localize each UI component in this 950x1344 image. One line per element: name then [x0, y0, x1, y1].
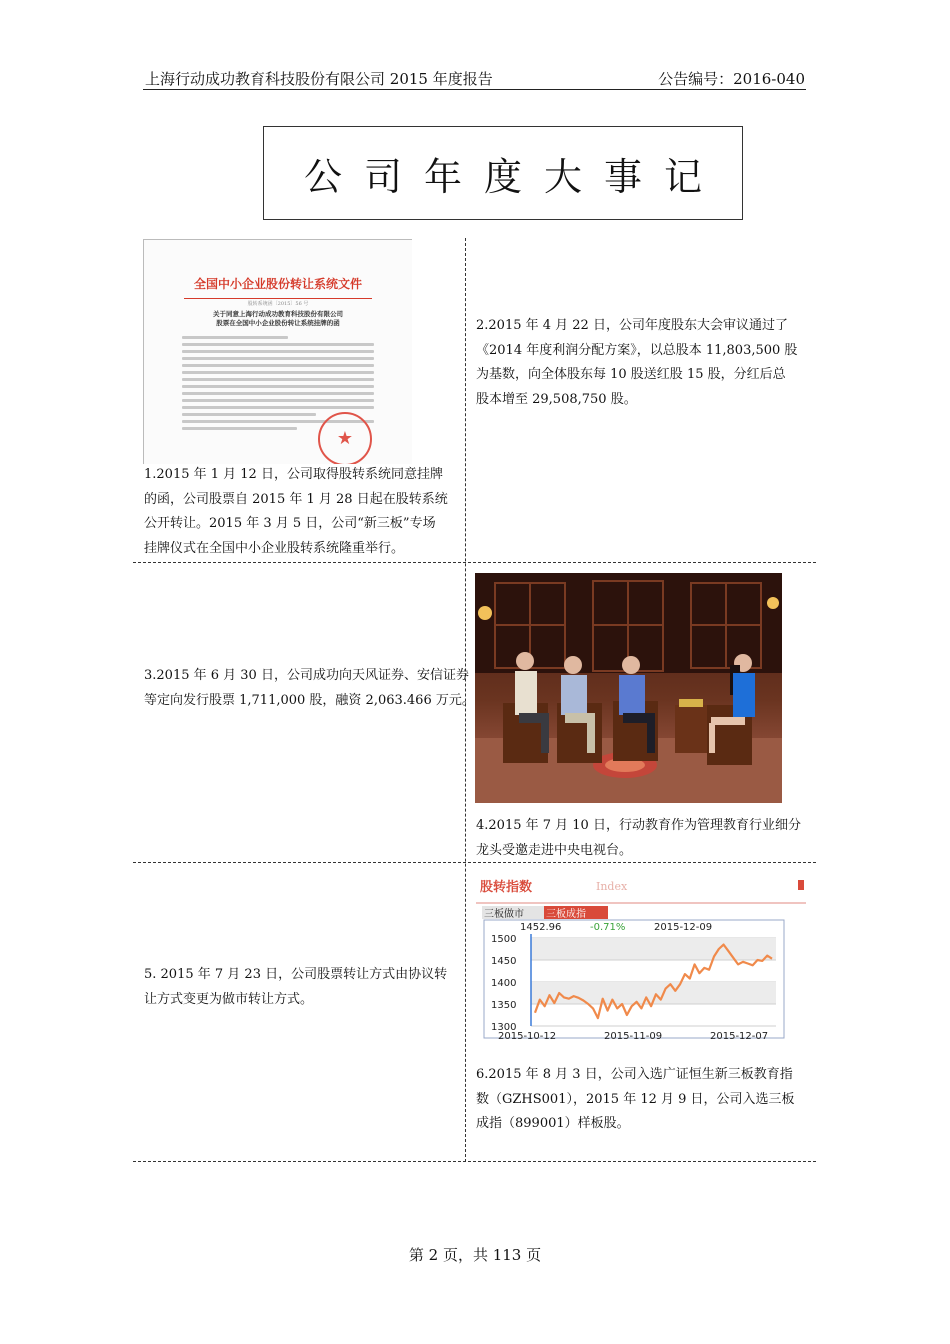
chart-title: 股转指数 — [480, 880, 533, 895]
page-title-box — [263, 126, 743, 220]
event-6-text — [476, 1063, 795, 1137]
notice-red-rule — [184, 298, 372, 299]
event-1-text — [144, 463, 448, 561]
notice-subtitle — [164, 310, 392, 328]
stock-index-chart — [476, 876, 806, 1046]
report-header-title: 上海行动成功教育科技股份有限公司 2015 年度报告 — [145, 70, 493, 88]
chart-y-tick-label: 1350 — [491, 1000, 517, 1011]
notice-number: 股转系统函〔2015〕56 号 — [247, 301, 309, 307]
event-line: 2.2015 年 4 月 22 日，公司年度股东大会审议通过了 — [476, 318, 788, 333]
event-line: 等定向发行股票 1,711,000 股，融资 2,063.466 万元。 — [144, 692, 475, 708]
event-line: 5. 2015 年 7 月 23 日，公司股票转让方式由协议转 — [144, 967, 448, 982]
notice-subtitle-line: 股票在全国中小企业股份转让系统挂牌的函 — [216, 319, 340, 327]
event-3-text — [144, 664, 475, 713]
listing-notice-image — [143, 239, 412, 464]
event-5-text — [144, 963, 447, 1012]
event-line: 数（GZHS001），2015 年 12 月 9 日，公司入选三板 — [476, 1091, 795, 1107]
event-line: 6.2015 年 8 月 3 日，公司入选广证恒生新三板教育指 — [476, 1067, 793, 1082]
chart-latest-value: 1452.96 — [520, 922, 562, 933]
event-4-text — [476, 814, 801, 863]
event-line: 1.2015 年 1 月 12 日，公司取得股转系统同意挂牌 — [144, 467, 443, 482]
chart-y-tick-label: 1300 — [491, 1022, 517, 1033]
event-line: 的函，公司股票自 2015 年 1 月 28 日起在股转系统 — [144, 491, 448, 507]
official-seal-icon — [318, 412, 372, 464]
notice-subtitle-line: 关于同意上海行动成功教育科技股份有限公司 — [213, 310, 343, 318]
chart-y-tick-label: 1450 — [491, 956, 517, 967]
event-line: 为基数，向全体股东每 10 股送红股 15 股，分红后总 — [476, 367, 786, 382]
event-line: 让方式变更为做市转让方式。 — [144, 991, 314, 1007]
cctv-studio-photo — [475, 573, 782, 803]
event-line: 成指（899001）样板股。 — [476, 1116, 630, 1131]
announcement-number: 公告编号：2016-040 — [658, 70, 805, 88]
event-line: 《2014 年度利润分配方案》，以总股本 11,803,500 股 — [476, 342, 798, 358]
event-line: 3.2015 年 6 月 30 日，公司成功向天风证券、安信证券 — [144, 668, 469, 683]
chart-change: -0.71% — [590, 922, 626, 933]
tab-label: 三板成指 — [546, 909, 586, 920]
page-title: 公司年度大事记 — [303, 154, 724, 199]
page-number: 第 2 页，共 113 页 — [408, 1246, 542, 1264]
event-line: 公开转让。2015 年 3 月 5 日，公司“新三板”专场 — [144, 516, 436, 531]
chart-x-tick-label: 2015-12-07 — [710, 1031, 769, 1042]
event-line: 4.2015 年 7 月 10 日，行动教育作为管理教育行业细分 — [476, 818, 801, 833]
tab-label: 三板做市 — [484, 909, 524, 920]
chart-x-tick-label: 2015-10-12 — [498, 1031, 557, 1042]
grid-divider-row-1 — [133, 562, 816, 563]
chart-y-tick-label: 1500 — [491, 934, 517, 945]
event-line: 龙头受邀走进中央电视台。 — [476, 842, 633, 858]
event-line: 挂牌仪式在全国中小企业股转系统隆重举行。 — [144, 540, 405, 556]
chart-title-en: Index — [596, 880, 628, 893]
event-line: 股本增至 29,508,750 股。 — [476, 391, 637, 407]
chart-date: 2015-12-09 — [654, 922, 713, 933]
header-rule — [143, 89, 806, 90]
chart-y-tick-label: 1400 — [491, 978, 517, 989]
event-2-text — [476, 314, 797, 412]
grid-divider-row-3 — [133, 1161, 816, 1162]
chart-x-tick-label: 2015-11-09 — [604, 1031, 663, 1042]
notice-header: 全国中小企业股份转让系统文件 — [193, 277, 362, 291]
chart-grid-band — [531, 938, 776, 960]
